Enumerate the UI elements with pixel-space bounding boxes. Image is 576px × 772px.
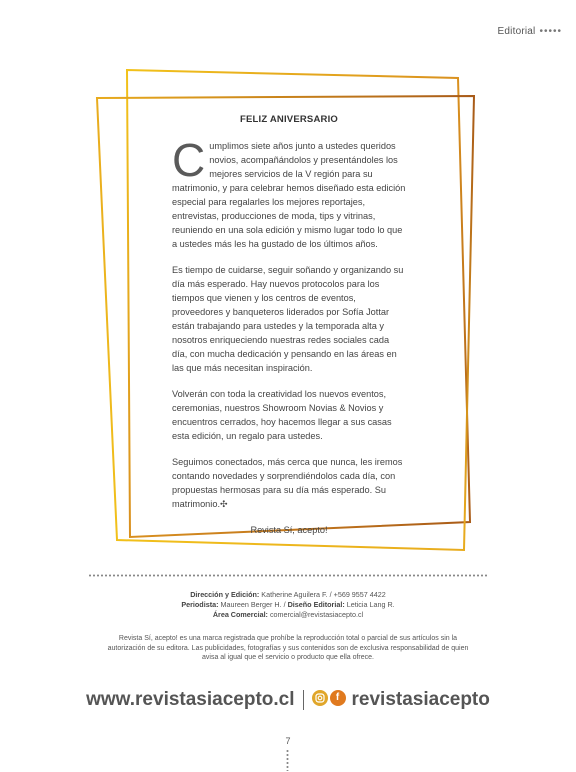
credit-value: comercial@revistasiacepto.cl: [267, 610, 364, 619]
credit-value: Katherine Aguilera F. / +569 9557 4422: [259, 590, 386, 599]
credit-label: Dirección y Edición:: [190, 590, 260, 599]
credit-label: Periodista:: [181, 600, 219, 609]
drop-cap: C: [172, 134, 206, 186]
credit-line: [0, 610, 576, 620]
signoff: Revista Sí, acepto!: [250, 525, 328, 535]
website-link[interactable]: www.revistasiacepto.cl: [86, 689, 295, 710]
vertical-dots: [286, 749, 289, 771]
credits: [0, 590, 576, 620]
editorial-paragraph: Volverán con toda la creatividad los nuevos eventos, ceremonias, nuestros Showroom Novias & Novios y encuentros cerrados, hoy hacemos llegar a sus casas esta edición, un regalo para ustedes.: [172, 389, 392, 441]
editorial-title: FELIZ ANIVERSARIO: [239, 114, 339, 125]
social-handle[interactable]: revistasiacepto: [351, 689, 490, 710]
footer: [0, 689, 576, 711]
credit-line: [0, 590, 576, 600]
editorial-paragraph: [172, 134, 406, 251]
page-number: 7: [285, 736, 291, 746]
credit-value: Maureen Berger H. /: [218, 600, 288, 609]
editorial-body: [172, 113, 406, 537]
credit-line: [0, 600, 576, 610]
editorial-paragraph: Es tiempo de cuidarse, seguir soñando y organizando su día más esperado. Hay nuevos protocolos para los tiempos que vienen y los centros de eventos, proveedores y banqueteros liderados por Sofía Jottar están trabajando para ustedes y la temporada alta y nosotros enriqueciendo nuestras redes sociales cada día, con mucha dedicación y pensando en las áreas en las que más necesitan inspiración.: [172, 265, 404, 373]
section-name: Editorial: [497, 26, 536, 37]
instagram-icon[interactable]: [312, 690, 328, 706]
facebook-icon[interactable]: f: [330, 690, 346, 706]
footer-separator: [303, 690, 304, 710]
editorial-paragraph: Seguimos conectados, más cerca que nunca, les iremos contando novedades y sorprendiéndolos cada día, con propuestas hermosas para su día más esperado. Su matrimonio.✣: [172, 457, 403, 509]
section-dots: •••••: [539, 26, 562, 37]
dotted-divider: [88, 574, 488, 577]
legal-notice: Revista Sí, acepto! es una marca registrada que prohíbe la reproducción total o parcial de sus artículos sin la autorización de su editora. Las publicidades, fotografías y sus contenidos son de exclusiva responsabilidad de quien avisa al igual que el servicio o producto que ella ofrece.: [107, 635, 469, 662]
credit-value: Leticia Lang R.: [344, 600, 395, 609]
paragraph-text: umplimos siete años junto a ustedes queridos novios, acompañándolos y presentándoles los mejores servicios de la V región para su matrimonio, y para celebrar hemos diseñado esta edición especial para regalarles los mejores reportajes, entrevistas, producciones de moda, tips y vitrinas, reuniendo en una sola edición y mismo lugar todo lo que a ustedes más les ha gustado de los últimos años.: [172, 141, 406, 249]
credit-label: Diseño Editorial:: [287, 600, 345, 609]
credit-label: Área Comercial:: [212, 610, 268, 619]
